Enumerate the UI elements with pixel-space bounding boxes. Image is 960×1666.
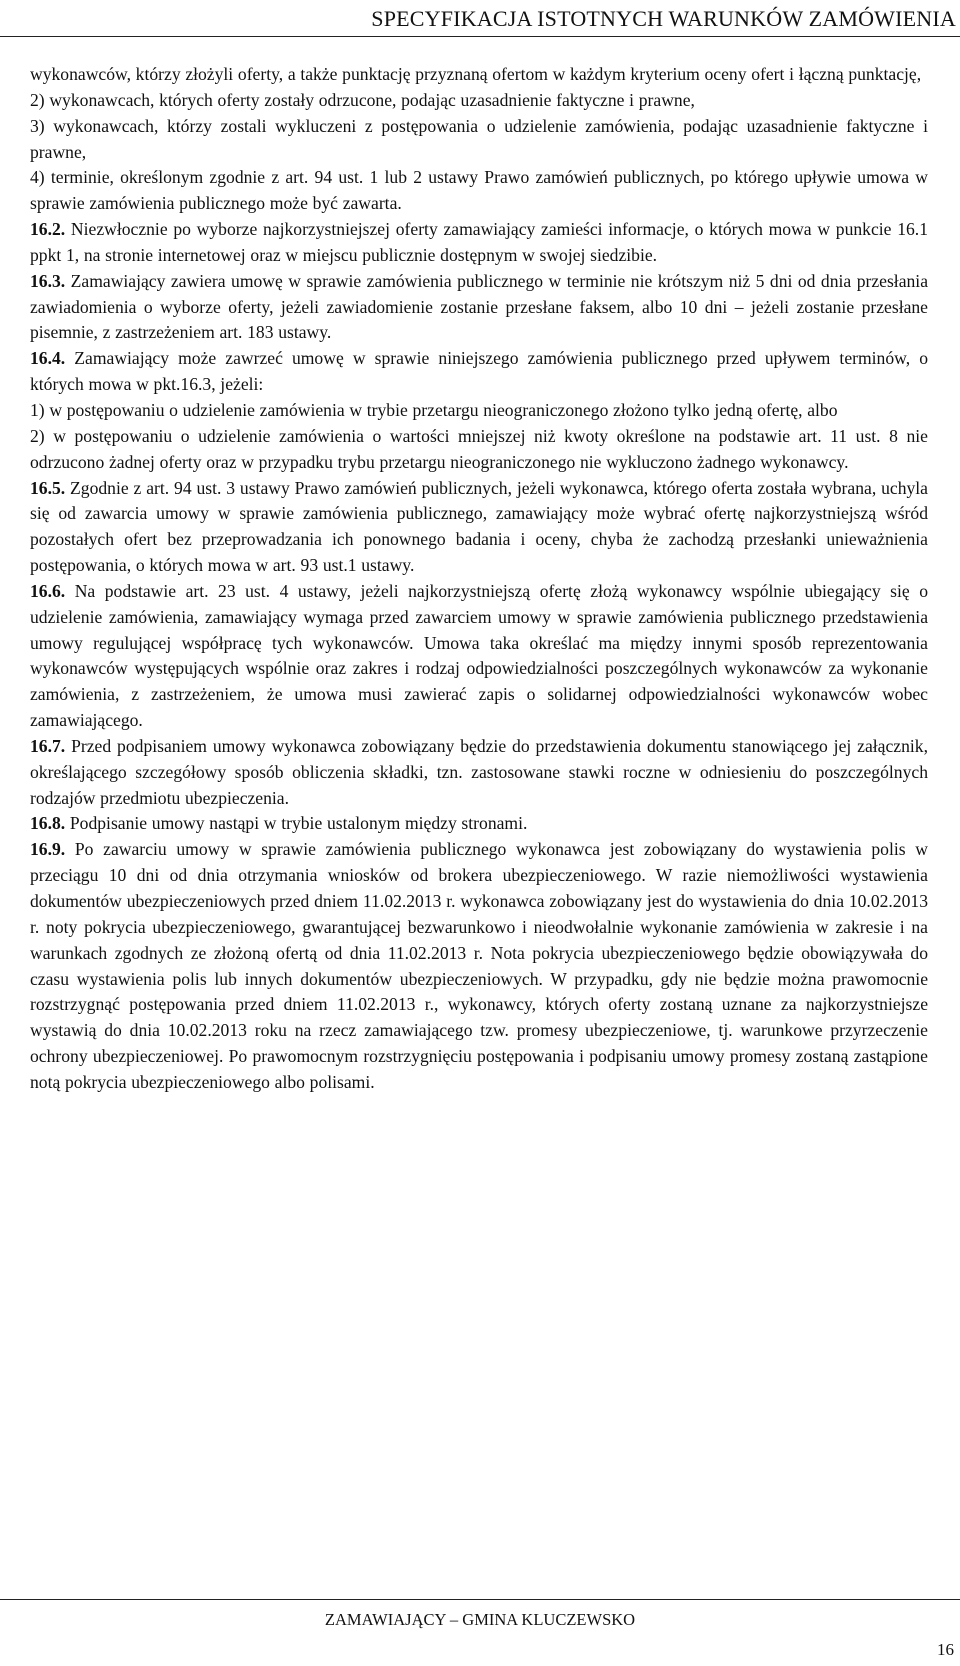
paragraph-text: Na podstawie art. 23 ust. 4 ustawy, jeżeli najkorzystniejszą ofertę złożą wykonawcy wspólnie ubiegający się o udzielenie zamówienia, zamawiający wymaga przed zawarciem umowy w sprawie zamówienia publicznego przedstawienia umowy regulującej współpracę tych wykonawców. Umowa taka określać ma między innymi sposób reprezentowania wykonawców występujących wspólnie oraz zakres i rodzaj odpowiedzialności poszczególnych wykonawców za wykonanie zamówienia, z zastrzeżeniem, że umowa musi zawierać zapis o solidarnej odpowiedzialności wykonawców wobec zamawiającego. xyxy=(30,580,928,731)
paragraph xyxy=(30,579,928,734)
paragraph xyxy=(30,398,928,424)
paragraph-text: 1) w postępowaniu o udzielenie zamówienia w trybie przetargu nieograniczonego złożono tylko jedną ofertę, albo xyxy=(30,399,838,420)
paragraph-text: Przed podpisaniem umowy wykonawca zobowiązany będzie do przedstawienia dokumentu stanowiącego jej załącznik, określającego szczegółowy sposób obliczenia składki, tzn. zastosowane stawki roczne w odniesieniu do poszczególnych rodzajów przedmiotu ubezpieczenia. xyxy=(30,735,928,808)
paragraph xyxy=(30,269,928,347)
section-number: 16.8. xyxy=(30,813,66,834)
paragraph-text: 2) w postępowaniu o udzielenie zamówienia o wartości mniejszej niż kwoty określone na podstawie art. 11 ust. 8 nie odrzucono żadnej oferty oraz w przypadku trybu przetargu nieograniczonego nie wykluczono żadnego wykonawcy. xyxy=(30,425,928,472)
page-header xyxy=(0,0,960,38)
paragraph xyxy=(30,346,928,398)
paragraph xyxy=(30,165,928,217)
paragraph-text: Niezwłocznie po wyborze najkorzystniejszej oferty zamawiający zamieści informacje, o których mowa w punkcie 16.1 ppkt 1, na stronie internetowej oraz w miejscu publicznie dostępnym w swojej siedzibie. xyxy=(30,219,928,265)
document-body xyxy=(30,62,928,1096)
paragraph-text: 3) wykonawcach, którzy zostali wykluczeni z postępowania o udzielenie zamówienia, podając uzasadnienie faktyczne i prawne, xyxy=(30,115,928,162)
paragraph xyxy=(30,62,928,88)
section-number: 16.4. xyxy=(30,348,66,369)
section-number: 16.2. xyxy=(30,219,66,240)
paragraph-text: wykonawców, którzy złożyli oferty, a także punktację przyznaną ofertom w każdym kryterium oceny ofert i łączną punktację, xyxy=(30,64,922,84)
paragraph-text: Podpisanie umowy nastąpi w trybie ustalonym między stronami. xyxy=(65,813,528,834)
paragraph xyxy=(30,837,928,1095)
paragraph xyxy=(30,217,928,269)
footer-divider xyxy=(0,1599,960,1600)
section-number: 16.6. xyxy=(30,580,66,601)
page-number: 16 xyxy=(937,1640,954,1659)
paragraph-text: Po zawarciu umowy w sprawie zamówienia publicznego wykonawca jest zobowiązany do wystawienia polis w przeciągu 10 dni od dnia otrzymania wniosków od brokera ubezpieczeniowego. W razie niemożliwości wystawienia dokumentów ubezpieczeniowych przed dniem 11.02.2013 r. wykonawca zobowiązany jest do wystawienia do dnia 10.02.2013 r. noty pokrycia ubezpieczeniowego, gwarantującej bezwarunkowo i nieodwołalnie wykonanie zamówienia w zakresie i na warunkach zgodnych ze złożoną ofertą od dnia 11.02.2013 r. Nota pokrycia ubezpieczeniowego będzie obowiązywała do czasu wystawienia polis lub innych dokumentów ubezpieczeniowych. W przypadku, gdy nie będzie można prawomocnie rozstrzygnąć postępowania przed dniem 11.02.2013 r., wykonawcy, których oferty zostaną uznane za najkorzystniejsze wystawią do dnia 10.02.2013 roku na rzecz zamawiającego tzw. promesy ubezpieczeniowe, tj. warunkowe przyrzeczenie ochrony ubezpieczeniowej. Po prawomocnym rozstrzygnięciu postępowania i podpisaniu umowy promesy zostaną zastąpione notą pokrycia ubezpieczeniowego albo polisami. xyxy=(30,839,928,1092)
paragraph xyxy=(30,811,928,837)
paragraph xyxy=(30,476,928,579)
paragraph xyxy=(30,734,928,812)
paragraph xyxy=(30,88,928,114)
paragraph-text: 2) wykonawcach, których oferty zostały odrzucone, podając uzasadnienie faktyczne i prawne, xyxy=(30,89,695,110)
section-number: 16.5. xyxy=(30,477,66,498)
paragraph xyxy=(30,424,928,476)
paragraph-text: Zamawiający zawiera umowę w sprawie zamówienia publicznego w terminie nie krótszym niż 5 dni od dnia przesłania zawiadomienia o wyborze oferty, jeżeli zawiadomienie zostanie przesłane faksem, albo 10 dni – jeżeli zostanie przesłane pisemnie, z zastrzeżeniem art. 183 ustawy. xyxy=(30,270,928,343)
paragraph-text: 4) terminie, określonym zgodnie z art. 94 ust. 1 lub 2 ustawy Prawo zamówień publicznych, po którego upływie umowa w sprawie zamówienia publicznego może być zawarta. xyxy=(30,167,928,214)
footer-title: ZAMAWIAJĄCY – GMINA KLUCZEWSKO xyxy=(324,1610,636,1629)
paragraph-text: Zamawiający może zawrzeć umowę w sprawie niniejszego zamówienia publicznego przed upływem terminów, o których mowa w pkt.16.3, jeżeli: xyxy=(30,348,928,395)
paragraph-text: Zgodnie z art. 94 ust. 3 ustawy Prawo zamówień publicznych, jeżeli wykonawca, którego oferta została wybrana, uchyla się od zawarcia umowy w sprawie zamówienia publicznego, zamawiający może wybrać ofertę najkorzystniejszą wśród pozostałych ofert bez przeprowadzania ich ponownego badania i oceny, chyba że zachodzą przesłanki unieważnienia postępowania, o których mowa w art. 93 ust.1 ustawy. xyxy=(30,477,928,576)
document-title: SPECYFIKACJA ISTOTNYCH WARUNKÓW ZAMÓWIENIA xyxy=(371,6,956,31)
section-number: 16.9. xyxy=(30,839,66,860)
section-number: 16.7. xyxy=(30,735,66,756)
header-divider xyxy=(0,36,960,37)
section-number: 16.3. xyxy=(30,270,66,291)
paragraph xyxy=(30,114,928,166)
